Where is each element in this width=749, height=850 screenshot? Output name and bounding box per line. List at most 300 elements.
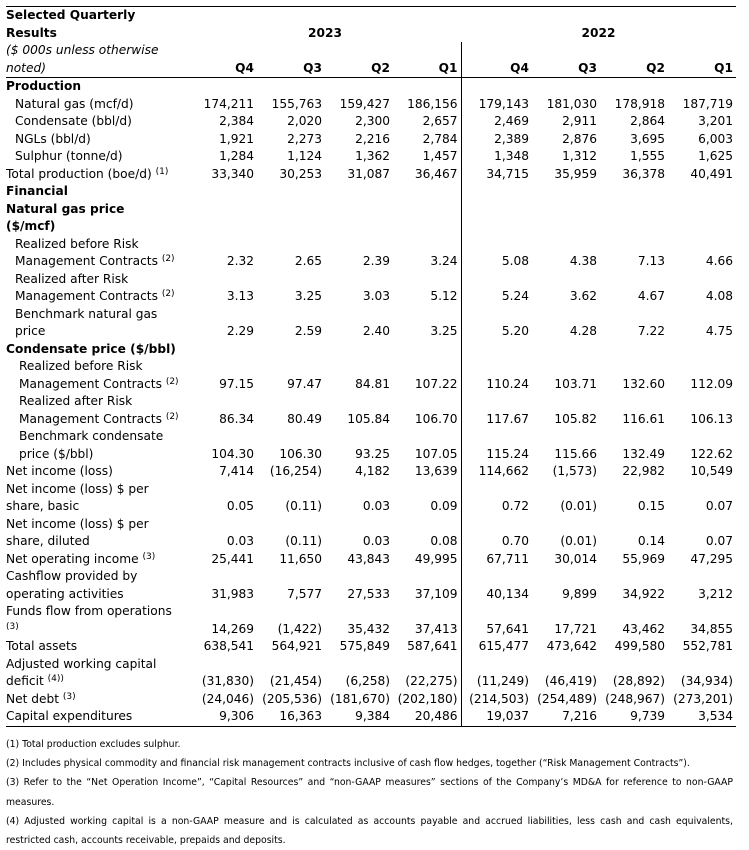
- row-label: [6, 113, 189, 131]
- row-label-text: deficit: [6, 674, 44, 688]
- row-label-text: Capital expenditures: [6, 709, 133, 723]
- cell-value: (6,258): [345, 674, 390, 688]
- cell-value: 1,555: [630, 149, 665, 163]
- units-line1: ($ 000s unless otherwise: [6, 43, 159, 57]
- row-label: [6, 393, 189, 411]
- cell-value: (0.01): [560, 499, 597, 513]
- cell-value: 3.62: [569, 289, 597, 303]
- cell-value: 2,389: [461, 131, 532, 149]
- table-row: [6, 323, 736, 341]
- cell-value: 86.34: [219, 411, 254, 426]
- row-label-text: Management Contracts: [15, 289, 158, 303]
- quarter-header: Q1: [668, 60, 736, 78]
- table-row: [6, 166, 736, 184]
- cell-value: 587,641: [407, 639, 458, 653]
- cell-value: (22,275): [405, 674, 458, 688]
- table-row-label-line: [6, 358, 736, 376]
- cell-value: 9,899: [562, 586, 597, 601]
- cell-value: 22,982: [622, 464, 665, 478]
- row-label-text: share, diluted: [6, 534, 90, 548]
- table-row-label-line: [6, 516, 736, 534]
- row-label-text: Net operating income: [6, 551, 139, 566]
- footnote-ref: (3): [6, 621, 19, 632]
- cell-value: 0.05: [226, 499, 254, 513]
- cell-value: (214,503): [461, 691, 532, 709]
- cell-value: 2,300: [355, 114, 390, 128]
- row-label: [6, 148, 189, 166]
- section-gas-price: Natural gas price: [6, 201, 125, 216]
- cell-value: 3,212: [698, 586, 733, 601]
- cell-value: 4,182: [355, 464, 390, 478]
- cell-value: 132.49: [622, 446, 665, 461]
- header-row-units: [6, 42, 736, 60]
- cell-value: 0.72: [461, 498, 532, 516]
- cell-value: 0.03: [362, 534, 390, 548]
- cell-value: 7,216: [532, 708, 600, 726]
- table-row: [6, 148, 736, 166]
- cell-value: (24,046): [201, 691, 254, 706]
- cell-value: 155,763: [271, 96, 322, 111]
- row-label: [6, 516, 189, 534]
- cell-value: (0.01): [560, 534, 597, 548]
- cell-value: 2.40: [362, 324, 390, 338]
- cell-value: 105.84: [347, 411, 390, 426]
- row-label-text: Cashflow provided by: [6, 569, 138, 583]
- row-label-text: share, basic: [6, 499, 80, 513]
- row-label: [6, 621, 189, 639]
- row-label: [6, 603, 189, 621]
- row-label-text: Management Contracts: [19, 376, 162, 391]
- cell-value: (273,201): [673, 691, 733, 706]
- quarter-header: Q1: [393, 60, 461, 78]
- cell-value: (28,892): [612, 674, 665, 688]
- row-label: [6, 166, 189, 184]
- cell-value: 1,362: [355, 149, 390, 163]
- cell-value: 2,469: [461, 113, 532, 131]
- quarter-header: Q4: [189, 60, 257, 78]
- table-row-label-line: [6, 428, 736, 446]
- cell-value: 3,534: [668, 708, 736, 726]
- cell-value: (181,670): [330, 691, 390, 706]
- cell-value: 114,662: [461, 463, 532, 481]
- cell-value: 5.08: [461, 253, 532, 271]
- cell-value: 97.15: [219, 376, 254, 391]
- cell-value: 9,306: [189, 708, 257, 726]
- cell-value: 2,273: [287, 131, 322, 146]
- cell-value: (1,573): [552, 464, 597, 478]
- footnotes: [6, 735, 733, 850]
- table-row: [6, 411, 736, 429]
- cell-value: 55,969: [622, 551, 665, 566]
- header-row-title: [6, 7, 736, 25]
- table-row-label-line: [6, 568, 736, 586]
- row-label-text: Natural gas (mcf/d): [15, 96, 134, 111]
- cell-value: 9,739: [600, 708, 668, 726]
- year-2023: 2023: [308, 25, 342, 40]
- cell-value: 7.22: [637, 324, 665, 338]
- cell-value: 575,849: [339, 639, 390, 653]
- year-2022: 2022: [581, 25, 616, 40]
- cell-value: 106.30: [279, 446, 322, 461]
- cell-value: 122.62: [690, 446, 733, 461]
- table-title-line2: Results: [6, 25, 57, 40]
- cell-value: 3.25: [430, 324, 458, 338]
- cell-value: (46,419): [544, 674, 597, 688]
- section-gas-price-unit-row: [6, 218, 736, 236]
- cell-value: 80.49: [287, 411, 322, 426]
- row-label-text: Net income (loss) $ per: [6, 481, 149, 496]
- cell-value: 37,413: [414, 621, 458, 636]
- cell-value: (11,249): [461, 673, 532, 691]
- cell-value: 11,650: [279, 551, 322, 566]
- cell-value: 112.09: [690, 376, 733, 391]
- table-row: [6, 446, 736, 464]
- cell-value: 9,384: [325, 708, 393, 726]
- cell-value: 179,143: [461, 96, 532, 114]
- row-label-text: Management Contracts: [19, 411, 162, 426]
- cell-value: 43,843: [347, 551, 390, 566]
- cell-value: 116.61: [622, 411, 665, 426]
- cell-value: (1,422): [277, 621, 322, 636]
- row-label: [6, 131, 189, 149]
- footnote-ref: (1): [155, 166, 169, 177]
- table-row: [6, 113, 736, 131]
- section-gas-price-unit: ($/mcf): [6, 219, 56, 233]
- cell-value: 5.20: [461, 323, 532, 341]
- cell-value: 7.13: [637, 254, 665, 268]
- quarter-header: Q2: [600, 60, 668, 78]
- cell-value: 13,639: [414, 464, 458, 478]
- section-production-row: [6, 78, 736, 96]
- row-label-text: NGLs (bbl/d): [15, 131, 91, 146]
- cell-value: 47,295: [690, 551, 733, 566]
- cell-value: 115.24: [461, 446, 532, 464]
- cell-value: 5.24: [461, 288, 532, 306]
- row-label-text: Total assets: [6, 639, 78, 653]
- cell-value: 103.71: [554, 376, 597, 391]
- cell-value: 2,657: [422, 114, 458, 128]
- row-label: [6, 323, 189, 341]
- cell-value: 30,253: [279, 166, 322, 181]
- row-label: [6, 306, 189, 324]
- cell-value: 2,020: [287, 114, 322, 128]
- cell-value: 564,921: [271, 639, 322, 653]
- row-label-text: Condensate (bbl/d): [15, 114, 132, 128]
- table-row: [6, 533, 736, 551]
- cell-value: 1,124: [287, 149, 322, 163]
- cell-value: 2,216: [355, 131, 390, 146]
- cell-value: 49,995: [414, 551, 458, 566]
- cell-value: 3,201: [698, 114, 733, 128]
- header-row-years: [6, 25, 736, 43]
- row-label-text: Realized before Risk: [19, 359, 143, 373]
- row-label: [6, 673, 189, 691]
- row-label: [6, 428, 189, 446]
- cell-value: 97.47: [287, 376, 322, 391]
- units-line2: noted): [6, 60, 189, 78]
- row-label-text: Adjusted working capital: [6, 656, 157, 671]
- cell-value: 25,441: [211, 551, 254, 566]
- cell-value: 57,641: [461, 621, 532, 639]
- cell-value: 36,378: [622, 166, 665, 181]
- footnote-ref: (2): [165, 411, 179, 422]
- cell-value: 27,533: [347, 586, 390, 601]
- cell-value: 1,284: [219, 149, 254, 163]
- cell-value: 0.70: [461, 533, 532, 551]
- row-label: [6, 288, 189, 306]
- row-label: [6, 236, 189, 254]
- section-condensate-price: Condensate price ($/bbl): [6, 341, 176, 356]
- footnote-ref: (2): [161, 289, 175, 299]
- row-label: [6, 498, 189, 516]
- row-label: [6, 376, 189, 394]
- table-row-label-line: [6, 393, 736, 411]
- cell-value: 35,432: [347, 621, 390, 636]
- table-row: [6, 638, 736, 656]
- cell-value: 37,109: [414, 586, 458, 601]
- footnote-ref: (2): [165, 376, 179, 387]
- row-label-text: Realized after Risk: [19, 394, 133, 408]
- cell-value: (0.11): [285, 499, 322, 513]
- cell-value: 2,384: [219, 114, 254, 128]
- cell-value: 3.03: [362, 289, 390, 303]
- table-row: [6, 621, 736, 639]
- cell-value: (248,967): [605, 691, 665, 706]
- cell-value: 2.65: [294, 254, 322, 268]
- table-row-label-line: [6, 306, 736, 324]
- cell-value: 0.15: [637, 499, 665, 513]
- cell-value: 4.75: [705, 324, 733, 338]
- cell-value: 552,781: [682, 639, 733, 653]
- cell-value: 5.12: [430, 289, 458, 303]
- cell-value: 20,486: [393, 708, 461, 726]
- cell-value: 67,711: [461, 551, 532, 569]
- table-row: [6, 498, 736, 516]
- cell-value: 106.13: [690, 411, 733, 426]
- row-label-text: Realized before Risk: [15, 236, 139, 251]
- cell-value: (31,830): [201, 674, 254, 688]
- row-label: [6, 708, 189, 726]
- cell-value: (254,489): [537, 691, 597, 706]
- cell-value: 1,457: [422, 149, 458, 163]
- row-label: [6, 551, 189, 569]
- cell-value: 2,784: [422, 131, 458, 146]
- row-label: [6, 656, 189, 674]
- cell-value: 4.38: [569, 254, 597, 268]
- table-row-label-line: [6, 481, 736, 499]
- table-row: [6, 288, 736, 306]
- cell-value: 2.29: [226, 324, 254, 338]
- cell-value: 1,625: [698, 149, 733, 163]
- cell-value: 84.81: [355, 376, 390, 391]
- row-label: [6, 568, 189, 586]
- cell-value: 107.05: [414, 446, 458, 461]
- footnote-4: (4) Adjusted working capital is a non-GAAP measure and is calculated as accounts payable and accrued liabilities, less cash and cash equivalents, restricted cash, accounts receivable, prepaids and deposits.: [6, 815, 733, 847]
- table-row: [6, 96, 736, 114]
- cell-value: 1,921: [219, 131, 254, 146]
- table-row: [6, 691, 736, 709]
- cell-value: 31,087: [347, 166, 390, 181]
- row-label-text: Benchmark condensate: [19, 429, 164, 443]
- table-row-label-line: [6, 271, 736, 289]
- cell-value: 16,363: [257, 708, 325, 726]
- row-label-text: Total production (boe/d): [6, 166, 152, 181]
- row-label-text: Net income (loss): [6, 464, 113, 478]
- row-label-text: Sulphur (tonne/d): [15, 149, 123, 163]
- section-condensate-price-row: [6, 341, 736, 359]
- footnote-ref: (3): [62, 691, 76, 702]
- cell-value: 186,156: [407, 96, 458, 111]
- cell-value: 3.25: [294, 289, 322, 303]
- cell-value: 473,642: [546, 639, 597, 653]
- footnote-ref: (4)): [47, 674, 64, 684]
- cell-value: 115.66: [554, 446, 597, 461]
- row-label: [6, 358, 189, 376]
- cell-value: 2.39: [362, 254, 390, 268]
- table-row: [6, 463, 736, 481]
- cell-value: 19,037: [461, 708, 532, 726]
- table-row-label-line: [6, 656, 736, 674]
- quarter-header: Q4: [461, 60, 532, 78]
- cell-value: 93.25: [355, 446, 390, 461]
- cell-value: 0.09: [430, 499, 458, 513]
- cell-value: 499,580: [614, 639, 665, 653]
- footnote-ref: (3): [142, 551, 156, 562]
- cell-value: 638,541: [203, 639, 254, 653]
- section-financial: Financial: [6, 184, 68, 198]
- row-label-text: Net income (loss) $ per: [6, 516, 149, 531]
- cell-value: 17,721: [554, 621, 597, 636]
- quarter-header: Q3: [532, 60, 600, 78]
- cell-value: (21,454): [269, 674, 322, 688]
- row-label-text: price: [15, 324, 46, 338]
- footnote-2: (2) Includes physical commodity and financial risk management contracts inclusive of cash flow hedges, together (“Risk Management Contracts”).: [6, 758, 690, 770]
- cell-value: 0.14: [637, 534, 665, 548]
- cell-value: 31,983: [211, 586, 254, 601]
- row-label: [6, 481, 189, 499]
- row-label-text: Funds flow from operations: [6, 604, 172, 618]
- cell-value: 181,030: [546, 96, 597, 111]
- cell-value: 34,715: [461, 166, 532, 184]
- cell-value: 4.28: [569, 324, 597, 338]
- cell-value: 33,340: [211, 166, 254, 181]
- row-label-text: Management Contracts: [15, 254, 158, 268]
- cell-value: 1,312: [562, 149, 597, 163]
- cell-value: 104.30: [211, 446, 254, 461]
- row-label: [6, 691, 189, 709]
- cell-value: 0.08: [430, 534, 458, 548]
- cell-value: 107.22: [414, 376, 458, 391]
- section-gas-price-row: [6, 201, 736, 219]
- row-label: [6, 586, 189, 604]
- cell-value: 43,462: [622, 621, 665, 636]
- row-label-text: Benchmark natural gas: [15, 306, 158, 321]
- cell-value: 159,427: [339, 96, 390, 111]
- cell-value: 4.66: [705, 254, 733, 268]
- cell-value: 0.03: [226, 534, 254, 548]
- table-row: [6, 131, 736, 149]
- cell-value: 3.24: [430, 254, 458, 268]
- table-row: [6, 708, 736, 726]
- cell-value: 174,211: [203, 96, 254, 111]
- cell-value: 36,467: [414, 166, 458, 181]
- cell-value: 10,549: [690, 464, 733, 478]
- cell-value: 2,864: [630, 114, 665, 128]
- cell-value: 4.67: [637, 289, 665, 303]
- quarter-header: Q3: [257, 60, 325, 78]
- cell-value: 6,003: [698, 131, 733, 146]
- footnote-ref: (2): [161, 254, 175, 264]
- row-label: [6, 446, 189, 464]
- row-label-text: operating activities: [6, 586, 124, 601]
- table-row: [6, 673, 736, 691]
- cell-value: 178,918: [614, 96, 665, 111]
- header-row-quarters: [6, 60, 736, 78]
- row-label-text: price ($/bbl): [19, 446, 94, 461]
- table-row: [6, 551, 736, 569]
- row-label: [6, 533, 189, 551]
- footnote-3: (3) Refer to the “Net Operation Income”, “Capital Resources” and “non-GAAP measures” sections of the Company’s MD&A for reference to non-GAAP measures.: [6, 777, 733, 808]
- cell-value: 0.07: [705, 499, 733, 513]
- cell-value: 2.32: [226, 254, 254, 268]
- cell-value: 4.08: [705, 289, 733, 303]
- table-row-label-line: [6, 236, 736, 254]
- cell-value: 110.24: [461, 376, 532, 394]
- cell-value: 40,134: [461, 586, 532, 604]
- cell-value: (202,180): [397, 691, 458, 706]
- cell-value: 7,414: [219, 464, 254, 478]
- cell-value: 615,477: [461, 638, 532, 656]
- table-row: [6, 586, 736, 604]
- cell-value: 3,695: [630, 131, 665, 146]
- cell-value: 14,269: [211, 621, 254, 636]
- cell-value: 3.13: [226, 289, 254, 303]
- cell-value: (205,536): [262, 691, 322, 706]
- table-row-label-line: [6, 603, 736, 621]
- cell-value: 34,855: [690, 621, 733, 636]
- cell-value: 187,719: [682, 96, 733, 111]
- section-production: Production: [6, 79, 81, 93]
- cell-value: 117.67: [461, 411, 532, 429]
- cell-value: 7,577: [287, 586, 322, 601]
- cell-value: 35,959: [554, 166, 597, 181]
- cell-value: (0.11): [285, 534, 322, 548]
- cell-value: 2,911: [562, 114, 597, 128]
- quarterly-results-table-container: [6, 6, 733, 727]
- quarterly-results-table: [6, 6, 736, 727]
- row-label-text: Realized after Risk: [15, 271, 129, 286]
- cell-value: 0.03: [362, 499, 390, 513]
- table-row: [6, 376, 736, 394]
- cell-value: 105.82: [554, 411, 597, 426]
- cell-value: 2.59: [294, 324, 322, 338]
- footnote-1: (1) Total production excludes sulphur.: [6, 739, 181, 750]
- cell-value: 106.70: [414, 411, 458, 426]
- cell-value: (34,934): [680, 674, 733, 688]
- row-label: [6, 271, 189, 289]
- cell-value: 2,876: [562, 131, 597, 146]
- table-row: [6, 253, 736, 271]
- cell-value: 40,491: [690, 166, 733, 181]
- row-label: [6, 96, 189, 114]
- cell-value: 0.07: [705, 534, 733, 548]
- cell-value: (16,254): [269, 464, 322, 478]
- cell-value: 1,348: [461, 148, 532, 166]
- row-label-text: Net debt: [6, 691, 60, 706]
- row-label: [6, 463, 189, 481]
- row-label: [6, 411, 189, 429]
- quarter-header: Q2: [325, 60, 393, 78]
